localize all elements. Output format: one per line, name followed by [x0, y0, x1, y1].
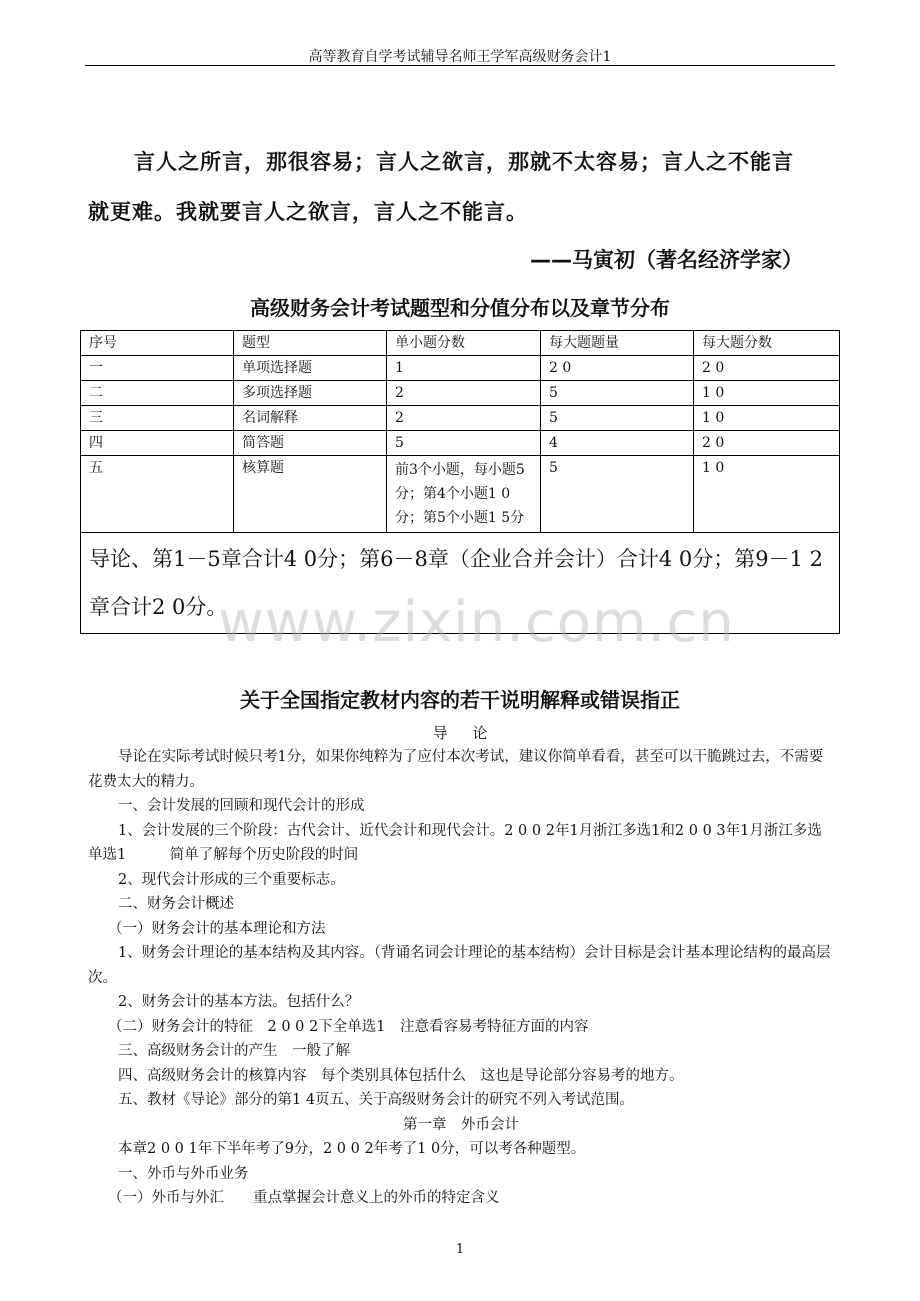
paragraph: 1、财务会计理论的基本结构及其内容。（背诵名词会计理论的基本结构）会计目标是会计基本理论结构的最高层次。 — [88, 945, 831, 986]
header-cell: 序号 — [81, 331, 234, 356]
table-cell: 前3个小题，每小题5分；第4个小题1 0分；第5个小题1 5分 — [387, 456, 541, 533]
paragraph: （一）外币与外汇 重点掌握会计意义上的外币的特定含义 — [108, 1190, 500, 1206]
chapter-heading: 第一章 外币会计 — [403, 1116, 519, 1133]
table-cell: 5 — [541, 456, 694, 533]
table-cell: 2 0 — [694, 356, 840, 381]
subsection-title: 导 论 — [432, 724, 488, 742]
chapter-distribution-summary: 导论、第1－5章合计4 0分；第6－8章（企业合并会计）合计4 0分；第9－1 2章合计2 0分。 — [81, 533, 840, 634]
header-cell: 每大题题量 — [541, 331, 694, 356]
table-cell: 简答题 — [234, 431, 387, 456]
table-cell: 2 — [387, 406, 541, 431]
table-cell: 一 — [81, 356, 234, 381]
paragraph: （二）财务会计的特征 2 0 0 2下全单选1 注意看容易考特征方面的内容 — [108, 1018, 589, 1035]
table-row — [81, 431, 840, 456]
table-cell: 4 — [541, 431, 694, 456]
page-header: 高等教育自学考试辅导名师王学军高级财务会计1 — [308, 49, 612, 65]
exam-structure-table — [80, 330, 840, 634]
header-cell: 每大题分数 — [694, 331, 840, 356]
table-cell: 5 — [541, 406, 694, 431]
header-cell: 单小题分数 — [387, 331, 541, 356]
table-cell: 单项选择题 — [234, 356, 387, 381]
paragraph: 一、外币与外币业务 — [118, 1165, 249, 1182]
table-title: 高级财务会计考试题型和分值分布以及章节分布 — [250, 296, 670, 320]
header-divider — [85, 65, 835, 66]
table-cell: 二 — [81, 381, 234, 406]
paragraph: 2、财务会计的基本方法。包括什么？ — [118, 994, 360, 1010]
page-number: 1 — [455, 1242, 465, 1257]
paragraph: 导论在实际考试时候只考1分，如果你纯粹为了应付本次考试，建议你简单看看，甚至可以干脆跳过去，不需要花费太大的精力。 — [88, 749, 824, 790]
table-cell: 四 — [81, 431, 234, 456]
table-cell: 名词解释 — [234, 406, 387, 431]
table-cell: 核算题 — [234, 456, 387, 533]
table-row — [81, 356, 840, 381]
table-cell: 2 0 — [694, 431, 840, 456]
body-text — [88, 745, 834, 1211]
paragraph: 一、会计发展的回顾和现代会计的形成 — [118, 798, 365, 814]
paragraph: （一）财务会计的基本理论和方法 — [108, 920, 326, 937]
table-cell: 2 0 — [541, 356, 694, 381]
table-row — [81, 406, 840, 431]
paragraph: 三、高级财务会计的产生 一般了解 — [118, 1043, 350, 1059]
watermark: www.zixin.com.cn — [218, 590, 735, 655]
table-cell: 1 0 — [694, 381, 840, 406]
paragraph: 本章2 0 0 1年下半年考了9分，2 0 0 2年考了1 0分，可以考各种题型。 — [118, 1141, 586, 1157]
paragraph: 2、现代会计形成的三个重要标志。 — [118, 871, 345, 888]
paragraph: 五、教材《导论》部分的第1 4页五、关于高级财务会计的研究不列入考试范围。 — [118, 1092, 635, 1108]
table-cell: 1 — [387, 356, 541, 381]
paragraph: 二、财务会计概述 — [118, 896, 234, 912]
table-cell: 5 — [541, 381, 694, 406]
table-cell: 1 0 — [694, 406, 840, 431]
table-cell: 2 — [387, 381, 541, 406]
quote-line-1: 言人之所言，那很容易；言人之欲言，那就不太容易；言人之不能言 — [134, 150, 794, 174]
table-cell: 5 — [387, 431, 541, 456]
table-header-row — [81, 331, 840, 356]
quote-line-2: 就更难。我就要言人之欲言，言人之不能言。 — [88, 200, 528, 224]
table-cell: 1 0 — [694, 456, 840, 533]
table-row — [81, 381, 840, 406]
quote-attribution: ——马寅初（著名经济学家） — [530, 248, 803, 272]
section-title: 关于全国指定教材内容的若干说明解释或错误指正 — [240, 688, 680, 712]
header-cell: 题型 — [234, 331, 387, 356]
table-cell: 三 — [81, 406, 234, 431]
paragraph: 四、高级财务会计的核算内容 每个类别具体包括什么 这也是导论部分容易考的地方。 — [118, 1067, 684, 1084]
table-cell: 五 — [81, 456, 234, 533]
table-row — [81, 456, 840, 533]
table-cell: 多项选择题 — [234, 381, 387, 406]
paragraph: 1、会计发展的三个阶段：古代会计、近代会计和现代会计。2 0 0 2年1月浙江多选1和2 0 0 3年1月浙江多选单选1 简单了解每个历史阶段的时间 — [88, 822, 822, 863]
